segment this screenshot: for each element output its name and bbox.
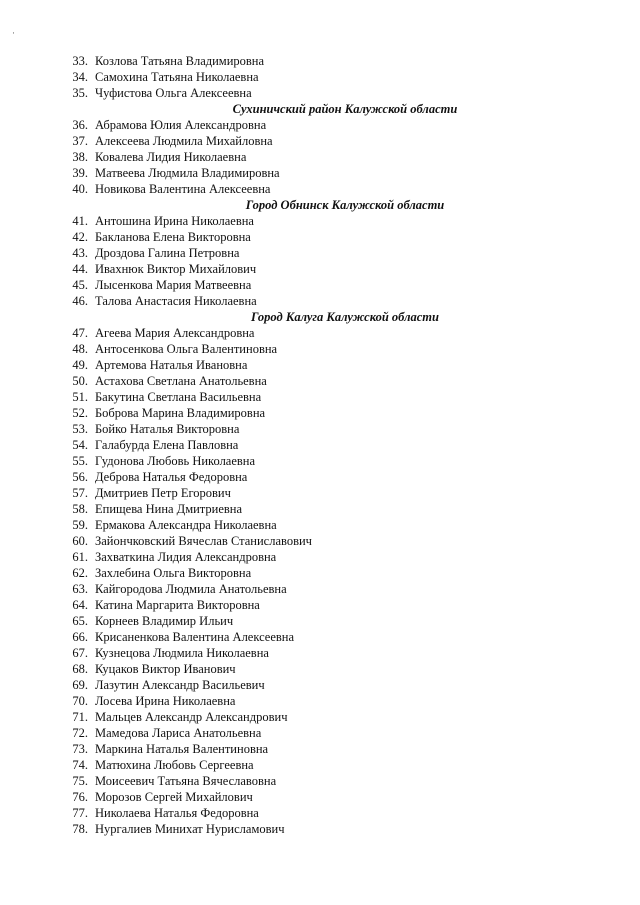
person-name: Епищева Нина Дмитриевна [95, 502, 243, 516]
section-heading: Сухиничский район Калужской области [232, 102, 458, 116]
item-number: 49. [72, 358, 88, 372]
person-name: Моисеевич Татьяна Вячеславовна [95, 774, 277, 788]
list-item [0, 661, 640, 677]
list-item [0, 501, 640, 517]
item-number: 33. [72, 54, 88, 68]
person-name: Лосева Ирина Николаевна [95, 694, 236, 708]
person-name: Катина Маргарита Викторовна [95, 598, 260, 612]
item-number: 54. [72, 438, 88, 452]
item-number: 73. [72, 742, 88, 756]
item-number: 69. [72, 678, 88, 692]
person-name: Бакланова Елена Викторовна [95, 230, 251, 244]
list-item [0, 517, 640, 533]
item-number: 70. [72, 694, 88, 708]
list-item [0, 725, 640, 741]
list-item [0, 821, 640, 837]
person-name: Ковалева Лидия Николаевна [95, 150, 247, 164]
list-item [0, 693, 640, 709]
list-item [0, 133, 640, 149]
list-item [0, 677, 640, 693]
list-item [0, 357, 640, 373]
list-item [0, 229, 640, 245]
item-number: 42. [72, 230, 88, 244]
list-item [0, 741, 640, 757]
person-name: Крисаненкова Валентина Алексеевна [95, 630, 295, 644]
person-name: Куцаков Виктор Иванович [95, 662, 236, 676]
item-number: 60. [72, 534, 88, 548]
item-number: 35. [72, 86, 88, 100]
person-name: Матвеева Людмила Владимировна [95, 166, 280, 180]
list-item [0, 245, 640, 261]
person-name: Галабурда Елена Павловна [95, 438, 239, 452]
person-name: Алексеева Людмила Михайловна [95, 134, 273, 148]
list-item [0, 549, 640, 565]
item-number: 40. [72, 182, 88, 196]
item-number: 53. [72, 422, 88, 436]
person-name: Агеева Мария Александровна [95, 326, 255, 340]
list-item [0, 389, 640, 405]
list-item [0, 85, 640, 101]
person-name: Бойко Наталья Викторовна [95, 422, 240, 436]
person-name: Кузнецова Людмила Николаевна [95, 646, 269, 660]
person-name: Дроздова Галина Петровна [95, 246, 240, 260]
item-number: 59. [72, 518, 88, 532]
item-number: 41. [72, 214, 88, 228]
list-item [0, 261, 640, 277]
list-item [0, 773, 640, 789]
list-item [0, 341, 640, 357]
list-item [0, 485, 640, 501]
list-item [0, 165, 640, 181]
list-item [0, 181, 640, 197]
person-name: Лысенкова Мария Матвеевна [95, 278, 252, 292]
person-name: Корнеев Владимир Ильич [95, 614, 234, 628]
person-name: Морозов Сергей Михайлович [95, 790, 253, 804]
person-name: Антосенкова Ольга Валентиновна [95, 342, 278, 356]
item-number: 51. [72, 390, 88, 404]
person-name: Чуфистова Ольга Алексеевна [95, 86, 252, 100]
item-number: 62. [72, 566, 88, 580]
item-number: 43. [72, 246, 88, 260]
list-item [0, 53, 640, 69]
item-number: 52. [72, 406, 88, 420]
person-name: Козлова Татьяна Владимировна [95, 54, 265, 68]
person-name: Нургалиев Минихат Нурисламович [95, 822, 285, 836]
item-number: 46. [72, 294, 88, 308]
item-number: 56. [72, 470, 88, 484]
person-name: Захлебина Ольга Викторовна [95, 566, 252, 580]
person-name: Матюхина Любовь Сергеевна [95, 758, 254, 772]
item-number: 77. [72, 806, 88, 820]
item-number: 66. [72, 630, 88, 644]
person-name: Артемова Наталья Ивановна [95, 358, 248, 372]
item-number: 55. [72, 454, 88, 468]
person-name: Дмитриев Петр Егорович [95, 486, 231, 500]
list-item [0, 789, 640, 805]
list-item [0, 421, 640, 437]
person-name: Новикова Валентина Алексеевна [95, 182, 271, 196]
person-name: Ивахнюк Виктор Михайлович [95, 262, 257, 276]
person-name: Николаева Наталья Федоровна [95, 806, 259, 820]
list-item [0, 565, 640, 581]
person-name: Захваткина Лидия Александровна [95, 550, 277, 564]
person-name: Самохина Татьяна Николаевна [95, 70, 259, 84]
list-item [0, 149, 640, 165]
item-number: 50. [72, 374, 88, 388]
person-name: Деброва Наталья Федоровна [95, 470, 248, 484]
person-name: Талова Анастасия Николаевна [95, 294, 257, 308]
person-name: Абрамова Юлия Александровна [95, 118, 267, 132]
person-name: Лазутин Александр Васильевич [95, 678, 265, 692]
list-item [0, 597, 640, 613]
item-number: 36. [72, 118, 88, 132]
list-item [0, 581, 640, 597]
person-name: Антошина Ирина Николаевна [95, 214, 254, 228]
item-number: 74. [72, 758, 88, 772]
scan-mark: · [12, 28, 15, 38]
list-item [0, 469, 640, 485]
list-item [0, 613, 640, 629]
person-name: Ермакова Александра Николаевна [95, 518, 277, 532]
list-item [0, 213, 640, 229]
list-item [0, 277, 640, 293]
item-number: 78. [72, 822, 88, 836]
item-number: 72. [72, 726, 88, 740]
list-item [0, 437, 640, 453]
list-item [0, 293, 640, 309]
item-number: 45. [72, 278, 88, 292]
item-number: 38. [72, 150, 88, 164]
item-number: 76. [72, 790, 88, 804]
item-number: 34. [72, 70, 88, 84]
list-item [0, 69, 640, 85]
list-item [0, 373, 640, 389]
person-name: Астахова Светлана Анатольевна [95, 374, 267, 388]
person-name: Зайончковский Вячеслав Станиславович [95, 534, 312, 548]
item-number: 64. [72, 598, 88, 612]
item-number: 58. [72, 502, 88, 516]
item-number: 71. [72, 710, 88, 724]
item-number: 44. [72, 262, 88, 276]
item-number: 75. [72, 774, 88, 788]
list-item [0, 405, 640, 421]
list-item [0, 453, 640, 469]
person-name: Мамедова Лариса Анатольевна [95, 726, 262, 740]
item-number: 65. [72, 614, 88, 628]
item-number: 37. [72, 134, 88, 148]
list-item [0, 709, 640, 725]
item-number: 63. [72, 582, 88, 596]
item-number: 39. [72, 166, 88, 180]
item-number: 61. [72, 550, 88, 564]
item-number: 48. [72, 342, 88, 356]
list-item [0, 629, 640, 645]
item-number: 67. [72, 646, 88, 660]
list-item [0, 757, 640, 773]
person-name: Гудонова Любовь Николаевна [95, 454, 256, 468]
item-number: 47. [72, 326, 88, 340]
section-heading: Город Калуга Калужской области [251, 310, 439, 324]
list-item [0, 533, 640, 549]
list-item [0, 117, 640, 133]
name-list [0, 53, 640, 837]
item-number: 68. [72, 662, 88, 676]
list-item [0, 805, 640, 821]
person-name: Бакутина Светлана Васильевна [95, 390, 262, 404]
person-name: Боброва Марина Владимировна [95, 406, 266, 420]
person-name: Маркина Наталья Валентиновна [95, 742, 269, 756]
section-heading: Город Обнинск Калужской области [245, 198, 445, 212]
list-item [0, 325, 640, 341]
person-name: Кайгородова Людмила Анатольевна [95, 582, 287, 596]
item-number: 57. [72, 486, 88, 500]
person-name: Мальцев Александр Александрович [95, 710, 288, 724]
list-item [0, 645, 640, 661]
